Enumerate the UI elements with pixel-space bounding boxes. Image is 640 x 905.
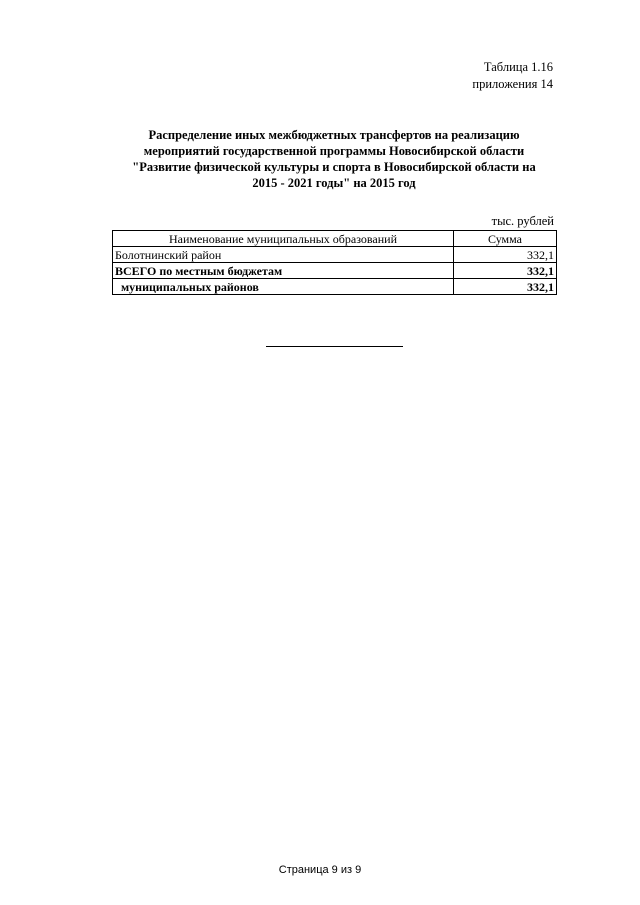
- row-name: Болотнинский район: [113, 247, 454, 263]
- table-row: [113, 247, 557, 263]
- row-name: ВСЕГО по местным бюджетам: [113, 263, 454, 279]
- row-value: 332,1: [454, 263, 557, 279]
- table-number: Таблица 1.16: [483, 60, 553, 74]
- page-number: Страница 9 из 9: [278, 864, 362, 876]
- row-value: 332,1: [454, 247, 557, 263]
- title-line-3: "Развитие физической культуры и спорта в Новосибирской области на: [132, 160, 536, 174]
- table-header-row: [113, 231, 557, 247]
- row-value: 332,1: [454, 279, 557, 295]
- distribution-table: [112, 230, 557, 295]
- table-row-total: [113, 263, 557, 279]
- document-title: [112, 127, 556, 191]
- title-line-1: Распределение иных межбюджетных трансфертов на реализацию: [148, 128, 520, 142]
- column-header-name: Наименование муниципальных образований: [113, 231, 454, 247]
- title-line-4: 2015 - 2021 годы" на 2015 год: [252, 176, 416, 190]
- appendix-number: приложения 14: [472, 77, 553, 91]
- title-line-2: мероприятий государственной программы Новосибирской области: [143, 144, 525, 158]
- table-row-subtotal: [113, 279, 557, 295]
- table-reference: [472, 59, 553, 93]
- row-name: муниципальных районов: [113, 279, 454, 295]
- unit-label: тыс. рублей: [491, 214, 554, 228]
- column-header-sum: Сумма: [454, 231, 557, 247]
- separator-line: [266, 346, 403, 347]
